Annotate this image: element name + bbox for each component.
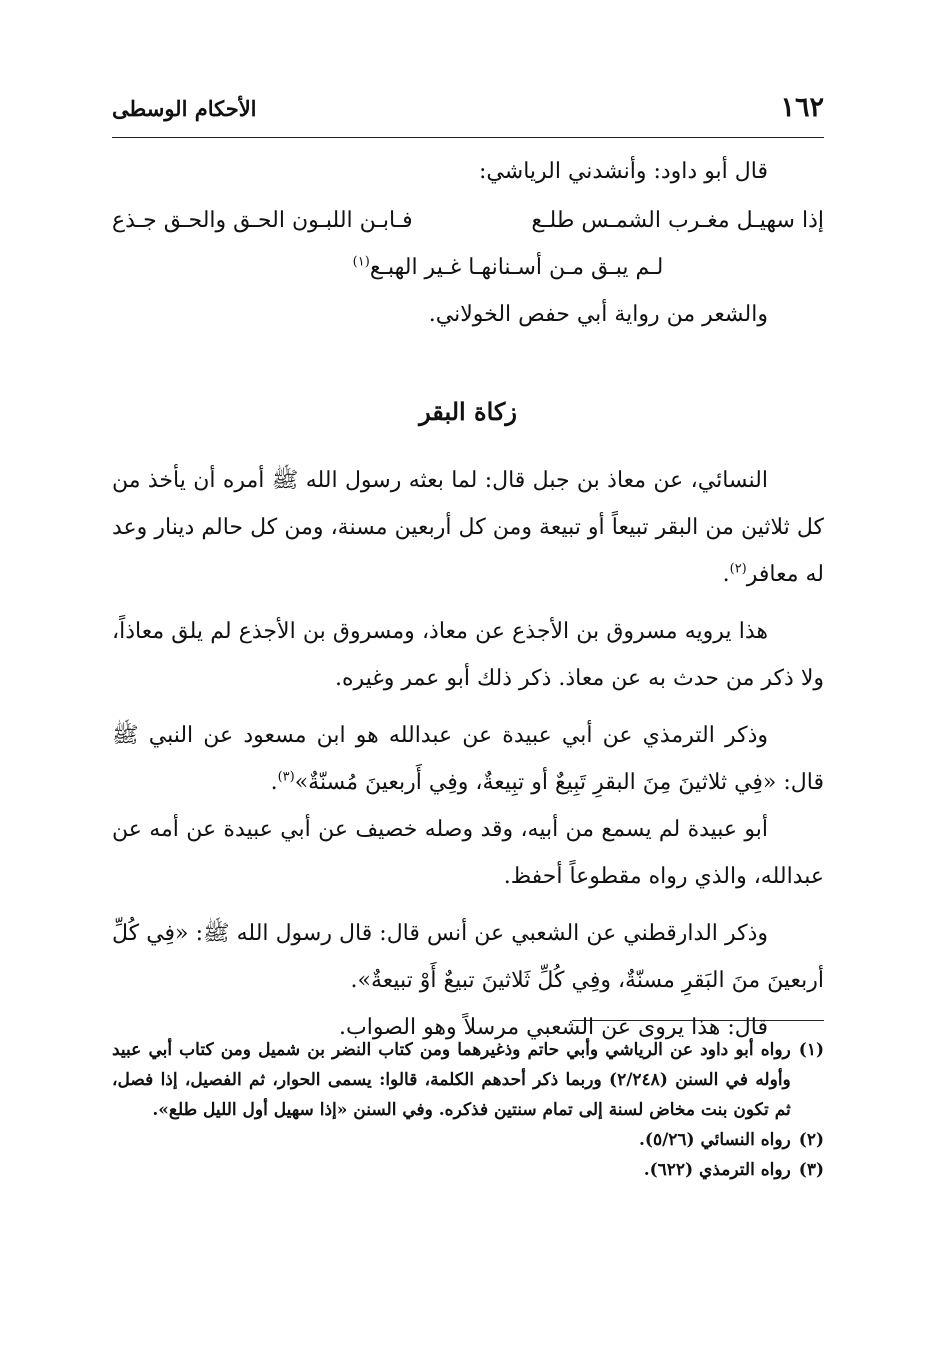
footnote-ref-1: (١) bbox=[352, 254, 370, 270]
verse-line-1 bbox=[112, 197, 824, 244]
footnote-1-number: (١) bbox=[798, 1040, 824, 1060]
header-rule bbox=[112, 137, 824, 138]
footnote-ref-2: (٢) bbox=[729, 561, 747, 577]
footnotes bbox=[112, 1035, 824, 1185]
page-header bbox=[112, 92, 824, 132]
verse-line-1-first-hemistich: إذا سهيـل مغـرب الشمـس طلـع bbox=[531, 208, 824, 233]
paragraph-6: قال: هذا يروى عن الشعبي مرسلاً وهو الصواب. bbox=[339, 1015, 768, 1040]
verse-source: والشعر من رواية أبي حفص الخولاني. bbox=[428, 302, 768, 327]
paragraph-1-text: النسائي، عن معاذ بن جبل قال: لما بعثه رسول الله ﷺ أمره أن يأخذ من كل ثلاثين من البقر تبيعاً أو تبيعة ومن كل أربعين مسنة، ومن كل حالم دينار وعد له معافر bbox=[112, 468, 824, 587]
footnote-1-text: رواه أبو داود عن الرياشي وأبي حاتم وذغيرهما ومن كتاب النضر بن شميل ومن كتاب أبي عبيد وأوله في السنن (٢/٢٤٨) وربما ذكر أحدهم الكلمة، قالوا: يسمى الحوار، ثم الفصيل، إذا فصل، ثم تكون بنت مخاض لسنة إلى تمام سنتين فذكره. وفي السنن «إذا سهيل أول الليل طلع». bbox=[112, 1040, 791, 1120]
footnote-2 bbox=[112, 1125, 824, 1155]
page-number: ١٦٢ bbox=[780, 92, 824, 123]
paragraph-1 bbox=[112, 457, 824, 598]
section-heading: زكاة البقر bbox=[419, 397, 517, 426]
verse-line-1-second-hemistich: فـابـن اللبـون الحـق والحـق جـذع bbox=[112, 208, 413, 233]
footnote-3-text: رواه الترمذي (٦٢٢). bbox=[643, 1160, 791, 1180]
verse-line-2 bbox=[112, 244, 824, 291]
footnote-2-number: (٢) bbox=[798, 1130, 824, 1150]
verse-line-2-text: لـم يبـق مـن أسـنانهـا غـير الهبـع bbox=[369, 255, 664, 280]
paragraph-3 bbox=[112, 712, 824, 806]
main-text bbox=[112, 148, 824, 1051]
footnote-ref-3: (٣) bbox=[277, 769, 295, 785]
footnote-rule bbox=[572, 1020, 824, 1021]
footnote-3 bbox=[112, 1155, 824, 1185]
paragraph-3-end: . bbox=[270, 770, 278, 795]
running-title: الأحكام الوسطى bbox=[112, 96, 257, 121]
footnote-3-number: (٣) bbox=[798, 1160, 824, 1180]
paragraph-1-end: . bbox=[722, 562, 730, 587]
footnote-2-text: رواه النسائي (٥/٢٦). bbox=[638, 1130, 791, 1150]
paragraph-2: هذا يرويه مسروق بن الأجذع عن معاذ، ومسروق بن الأجذع لم يلق معاذاً، ولا ذكر من حدث به عن معاذ. ذكر ذلك أبو عمر وغيره. bbox=[112, 619, 824, 691]
verse-intro: قال أبو داود: وأنشدني الرياشي: bbox=[479, 159, 768, 184]
paragraph-5: وذكر الدارقطني عن الشعبي عن أنس قال: قال رسول الله ﷺ: «فِي كُلِّ أربعينَ منَ البَقرِ مسنّةٌ، وفِي كُلِّ ثَلاثينَ تبيعٌ أَوْ تبيعةٌ». bbox=[112, 921, 824, 993]
footnote-1 bbox=[112, 1035, 824, 1125]
paragraph-4: أبو عبيدة لم يسمع من أبيه، وقد وصله خصيف عن أبي عبيدة عن أمه عن عبدالله، والذي رواه مقطوعاً أحفظ. bbox=[112, 817, 824, 889]
paragraph-3-text: وذكر الترمذي عن أبي عبيدة عن عبدالله هو ابن مسعود عن النبي ﷺ قال: «فِي ثلاثينَ مِنَ البقرِ تَبِيعٌ أو تبِيعةٌ، وفِي أَربعينَ مُسنّةٌ» bbox=[112, 723, 824, 795]
